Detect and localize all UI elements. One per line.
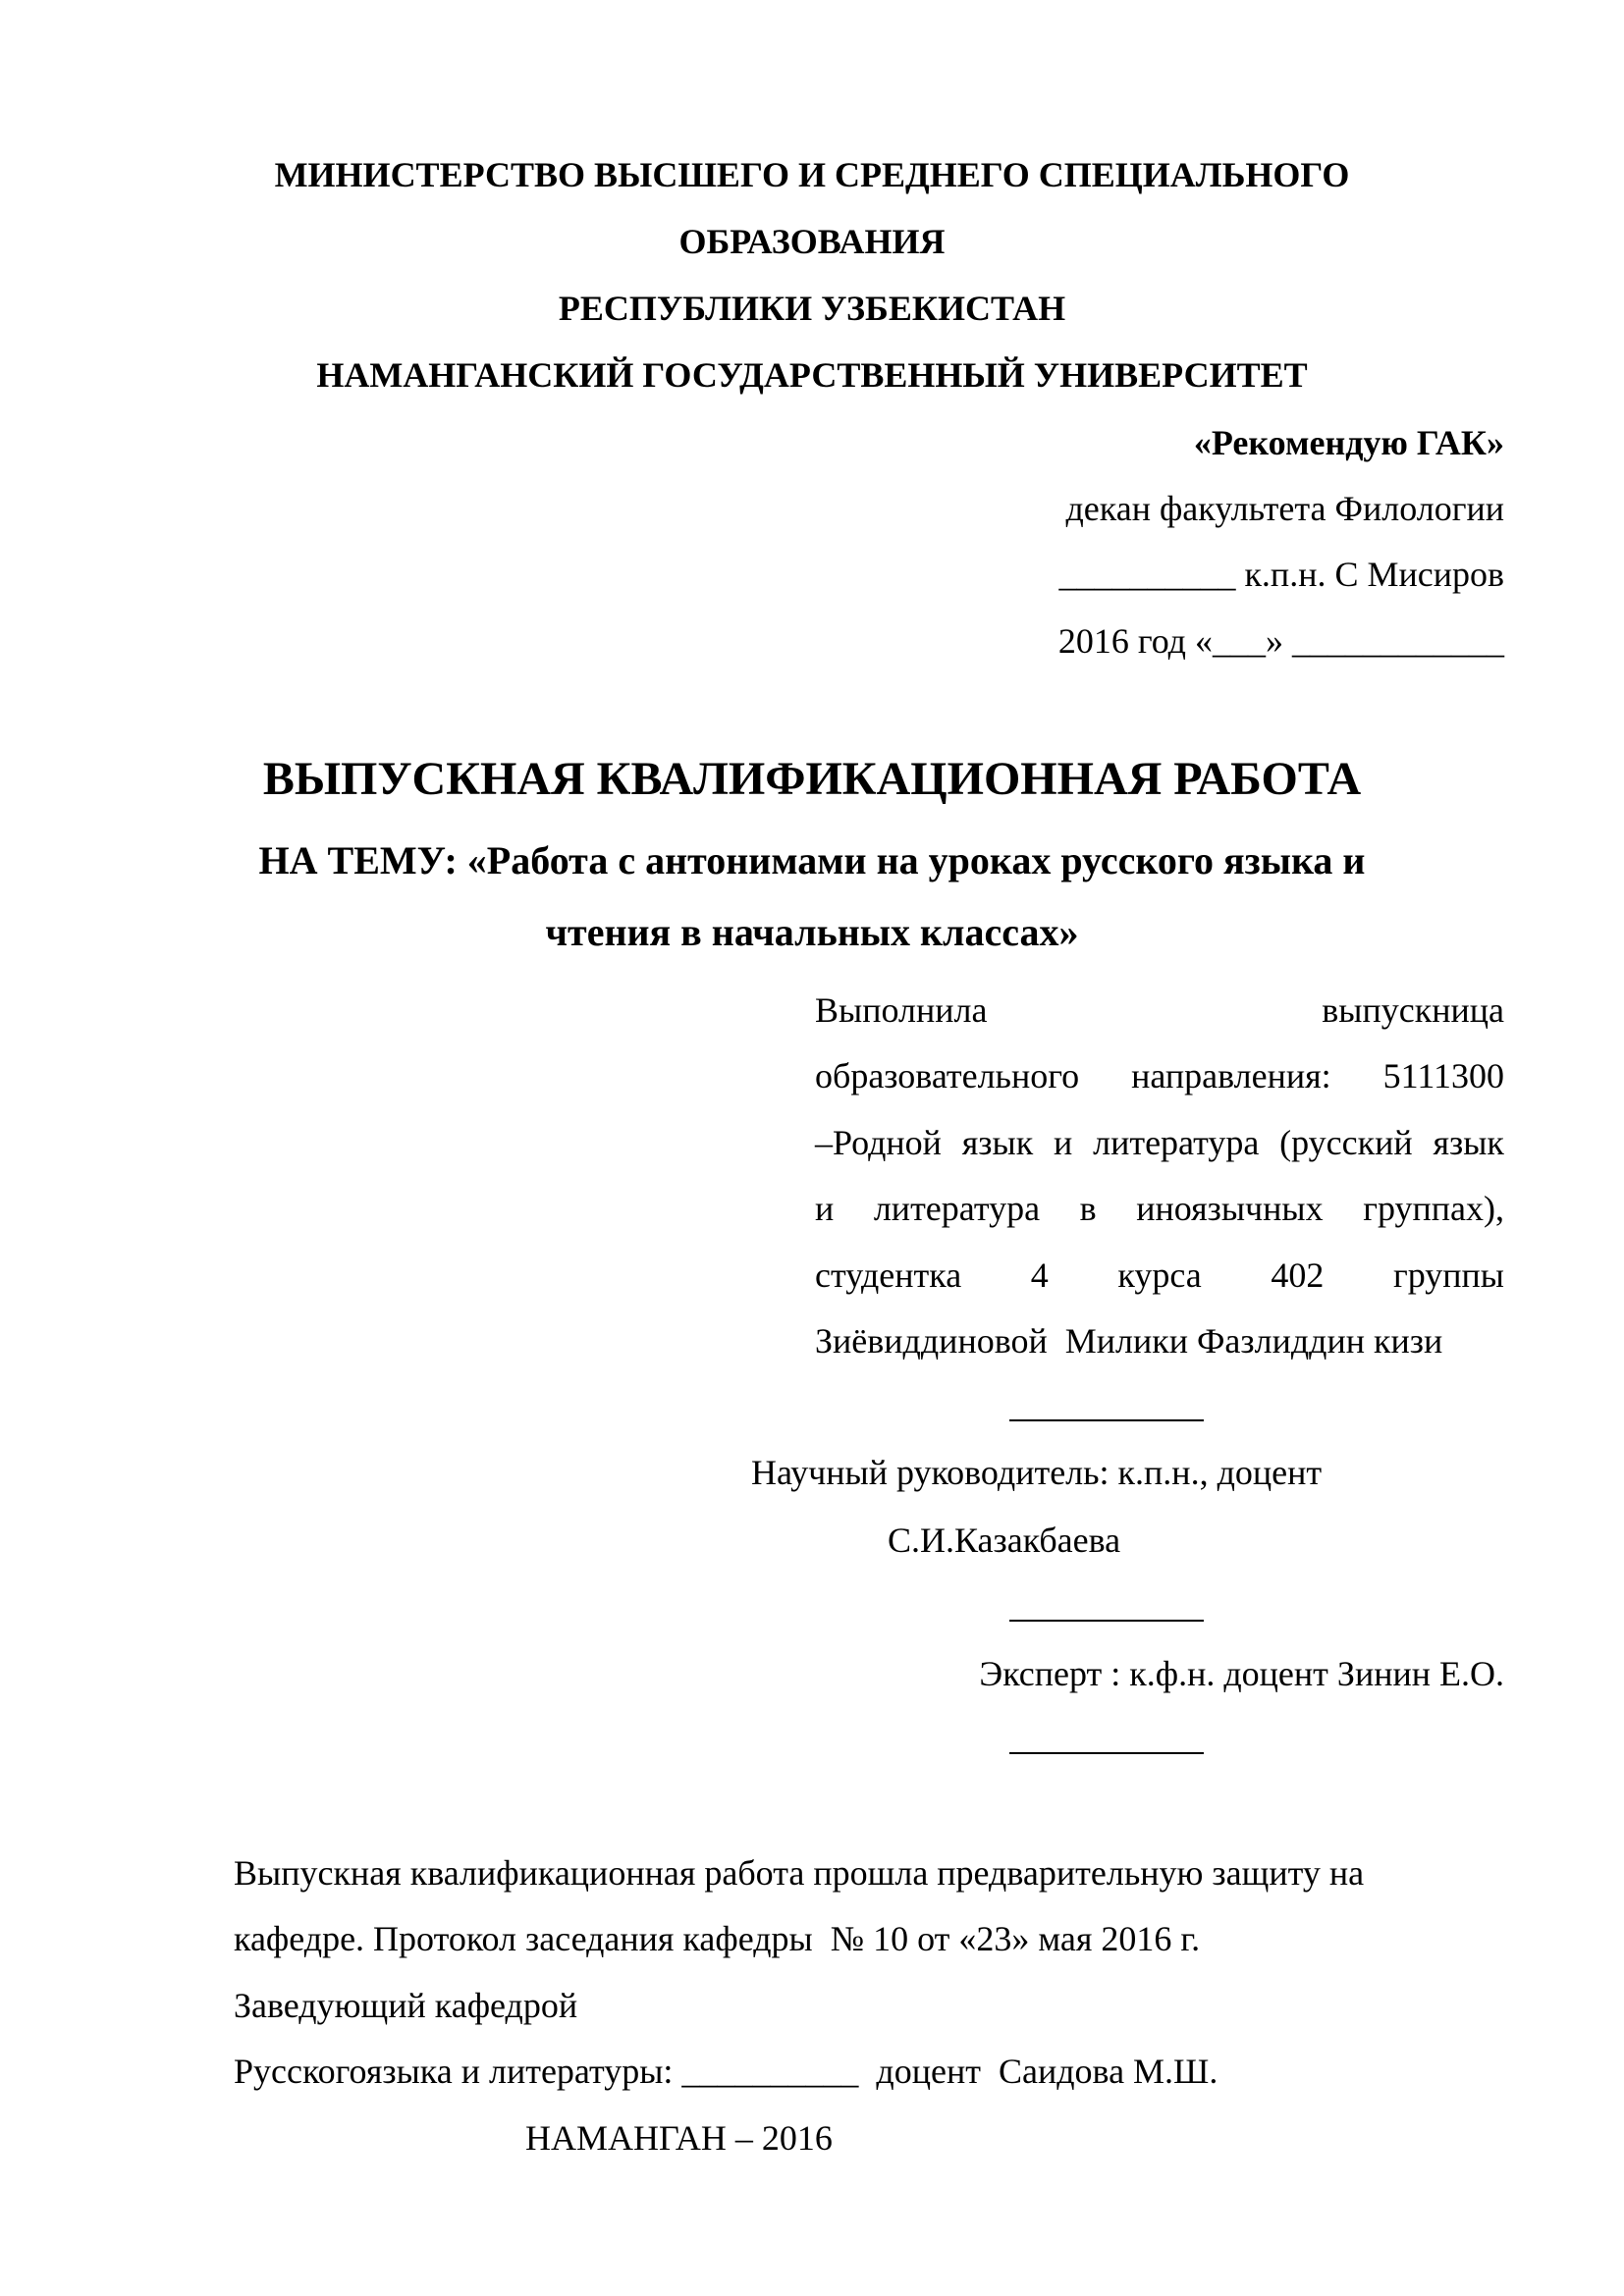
student-line-2 [815,1058,1504,1094]
student-word: группах), [1363,1189,1504,1228]
signature-line-expert [1009,1752,1204,1754]
signature-line-supervisor [1009,1620,1204,1622]
approval-signature: __________ к.п.н. С Мисиров [1058,555,1504,594]
defense-line-3: Заведующий кафедрой [234,1986,578,2025]
student-word: 4 [1030,1255,1049,1295]
approval-date: 2016 год «___» ____________ [1057,621,1504,661]
student-word: иноязычных [1136,1189,1324,1228]
student-word: литература [873,1189,1041,1228]
student-word: выпускница [1322,990,1504,1030]
student-line-3 [815,1125,1504,1160]
work-topic-line-1: НА ТЕМУ: «Работа с антонимами на уроках русского языка и [258,838,1366,882]
student-word: литература [1093,1123,1260,1162]
student-word: направления: [1131,1056,1331,1095]
city-year: НАМАНГАН – 2016 [525,2118,833,2158]
university-name: НАМАНГАНСКИЙ ГОСУДАРСТВЕННЫЙ УНИВЕРСИТЕТ [316,355,1308,395]
defense-line-2: кафедре. Протокол заседания кафедры № 10 от «23» мая 2016 г. [234,1919,1201,1958]
student-word: Выполнила [815,990,988,1030]
student-word: –Родной [815,1123,942,1162]
student-word: в [1079,1189,1097,1228]
student-word: и [1054,1123,1073,1162]
student-word: язык [1433,1123,1504,1162]
work-topic-line-2: чтения в начальных классах» [545,910,1079,954]
student-line-5 [815,1257,1504,1293]
student-word: курса [1117,1255,1202,1295]
expert-label: Эксперт : к.ф.н. доцент Зинин Е.О. [979,1654,1504,1693]
approval-title: «Рекомендую ГАК» [1193,423,1504,462]
defense-line-1: Выпускная квалификационная работа прошла предварительную защиту на [234,1853,1365,1893]
student-word: группы [1392,1255,1504,1295]
student-word: 402 [1271,1255,1325,1295]
republic-line: РЕСПУБЛИКИ УЗБЕКИСТАН [558,289,1066,328]
student-name: Зиёвиддиновой Милики Фазлиддин кизи [815,1321,1443,1361]
student-word: язык [961,1123,1034,1162]
approval-dean: декан факультета Филологии [1065,489,1504,528]
student-word: образовательного [815,1056,1080,1095]
signature-line-student [1009,1419,1204,1421]
ministry-line-1: МИНИСТЕРСТВО ВЫСШЕГО И СРЕДНЕГО СПЕЦИАЛЬНОГО [274,155,1350,194]
student-word: студентка [815,1255,962,1295]
student-word: и [815,1189,835,1228]
student-word: 5111300 [1382,1056,1504,1095]
defense-line-4: Русскогоязыка и литературы: __________ доцент Саидова М.Ш. [234,2052,1218,2091]
student-line-4 [815,1191,1504,1226]
supervisor-name: С.И.Казакбаева [888,1521,1121,1560]
ministry-line-2: ОБРАЗОВАНИЯ [678,222,946,261]
student-line-1 [815,992,1504,1028]
student-word: (русский [1279,1123,1413,1162]
supervisor-label: Научный руководитель: к.п.н., доцент [751,1453,1323,1492]
work-title: ВЫПУСКНАЯ КВАЛИФИКАЦИОННАЯ РАБОТА [262,753,1362,805]
